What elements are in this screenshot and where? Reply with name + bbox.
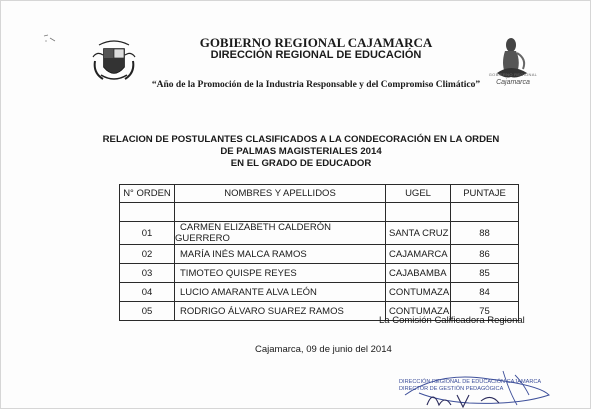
stamp-line-1: DIRECCIÓN REGIONAL DE EDUCACIÓN CAJAMARCA (399, 379, 542, 385)
cell-score: 84 (451, 283, 519, 302)
scan-mark (43, 33, 57, 43)
regional-logo-subtext: GOBIERNO REGIONAL (488, 72, 538, 77)
cell-ugel (386, 245, 451, 264)
candidates-table (119, 184, 519, 321)
handwritten-signature (399, 365, 569, 409)
peru-coat-of-arms-icon (89, 35, 139, 85)
cell-name (175, 245, 386, 264)
title-line-2: DE PALMAS MAGISTERIALES 2014 (220, 146, 382, 157)
cell-ugel (386, 264, 451, 283)
col-header-score: PUNTAJE (451, 185, 519, 203)
place-and-date: Cajamarca, 09 de junio del 2014 (255, 344, 392, 355)
col-header-ugel (386, 185, 451, 203)
cell-ugel-text: CAJAMARCA (389, 248, 448, 260)
title-line-1: RELACION DE POSTULANTES CLASIFICADOS A LA CONDECORACIÓN EN LA ORDEN (102, 134, 500, 145)
cell-order: 02 (120, 245, 175, 264)
cell-name-text: TIMOTEO QUISPE REYES (180, 267, 297, 279)
regional-logo-text: Cajamarca (496, 79, 530, 86)
cell-score: 86 (451, 245, 519, 264)
cell-ugel (386, 283, 451, 302)
cell-order: 05 (120, 302, 175, 321)
cell-ugel-text: CONTUMAZA (389, 305, 450, 317)
year-motto: “Año de la Promoción de la Industria Responsable y del Compromiso Climático” (151, 80, 481, 90)
cell-name (175, 283, 386, 302)
government-name: GOBIERNO REGIONAL CAJAMARCA (199, 35, 433, 50)
table-header-row (120, 185, 519, 203)
directorate-name: DIRECCIÓN REGIONAL DE EDUCACIÓN (210, 49, 422, 61)
stamp-line-2: DIRECTOR DE GESTIÓN PEDAGÓGICA (399, 386, 504, 392)
cell-name (175, 222, 386, 245)
cell-score: 88 (451, 222, 519, 245)
cell-name-text: LUCIO AMARANTE ALVA LEÓN (180, 286, 317, 298)
title-line-3: EN EL GRADO DE EDUCADOR (230, 158, 372, 169)
cell-order: 01 (120, 222, 175, 245)
cell-ugel-text: SANTA CRUZ (389, 227, 449, 239)
cell-name-text: MARÍA INÉS MALCA RAMOS (180, 248, 307, 260)
col-header-order: N° ORDEN (120, 185, 175, 203)
cell-name (175, 264, 386, 283)
col-header-names-label: NOMBRES Y APELLIDOS (224, 188, 336, 199)
document-title (81, 134, 521, 170)
cell-order: 04 (120, 283, 175, 302)
cell-score: 75 (451, 302, 519, 321)
cell-ugel-text: CAJABAMBA (389, 267, 447, 279)
cell-ugel (386, 222, 451, 245)
cell-name-text: RODRIGO ÁLVARO SUAREZ RAMOS (180, 305, 344, 317)
cell-name-text: CARMEN ELIZABETH CALDERÓN GUERRERO (175, 222, 331, 244)
table-row (120, 283, 519, 302)
table-row (120, 245, 519, 264)
col-header-ugel-label: UGEL (405, 188, 431, 199)
cell-ugel-text: CONTUMAZA (389, 286, 450, 298)
commission-signature-label: La Comisión Calificadora Regional (379, 315, 525, 326)
header-separator (120, 203, 519, 222)
cell-order: 03 (120, 264, 175, 283)
table-row (120, 264, 519, 283)
cell-score: 85 (451, 264, 519, 283)
table-row (120, 222, 519, 245)
cell-name (175, 302, 386, 321)
col-header-names (175, 185, 386, 203)
